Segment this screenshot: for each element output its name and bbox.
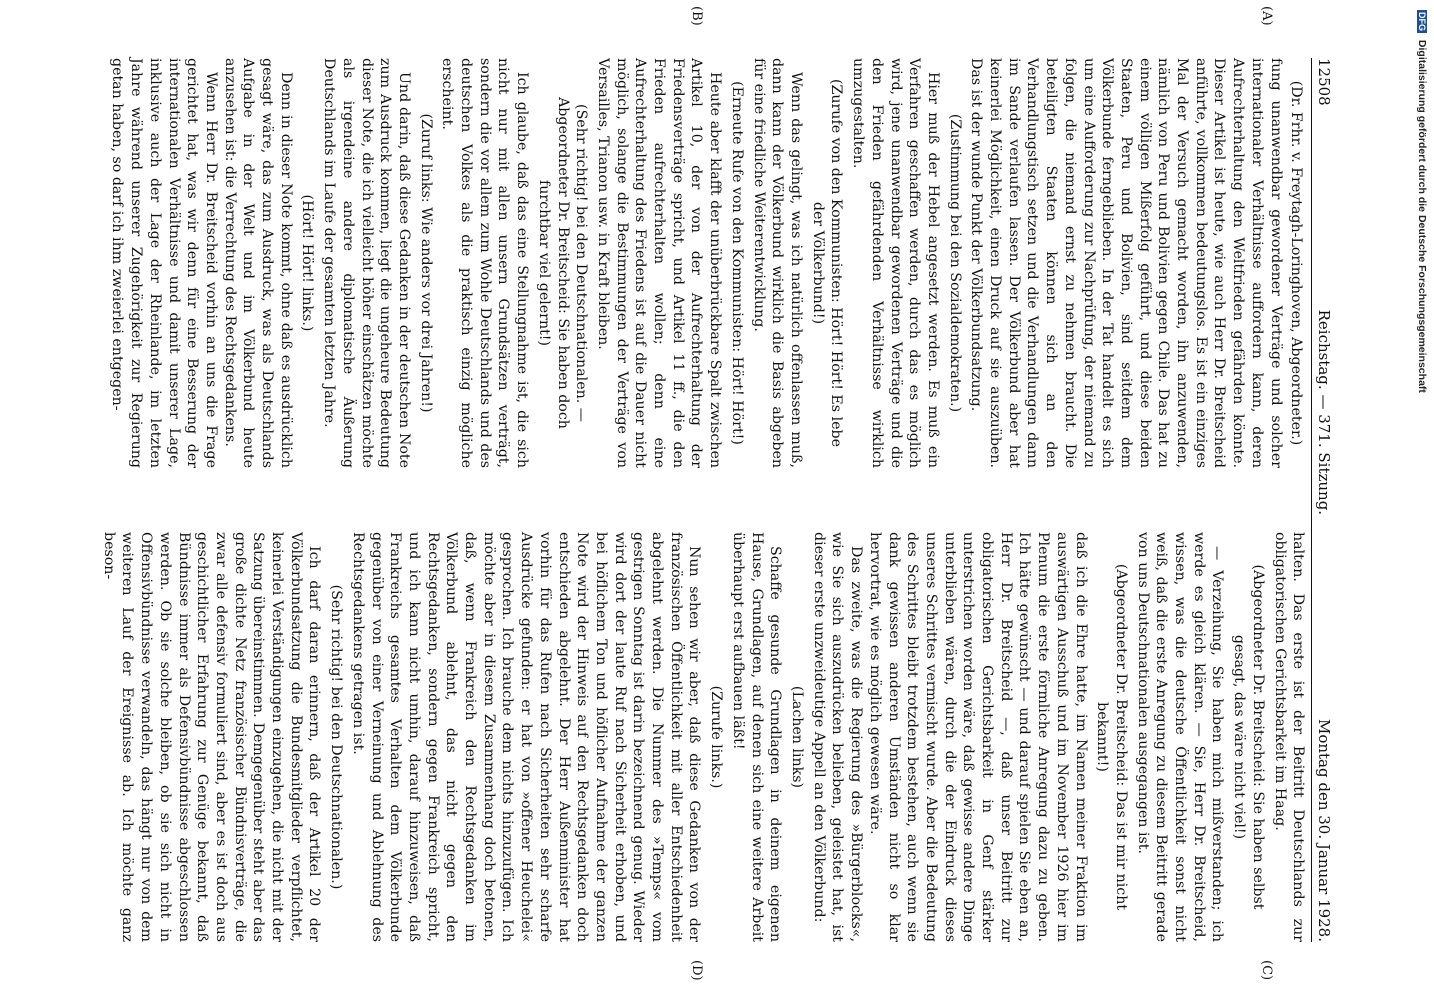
paragraph: Schaffe gesunde Grundlagen in deinem eigenen Hause, Grundlagen, auf denen sich eine weitere Arbeit überhaupt erst aufbauen läßt!: [729, 532, 784, 942]
margin-marker-d: (D): [689, 960, 704, 981]
speaker-line: (Dr. Frhr. v. Freytagh-Loringhoven, Abgeordneter.): [1288, 80, 1305, 446]
session-date: Montag den 30. Januar 1928.: [1315, 718, 1333, 942]
right-column: [99, 532, 1307, 942]
paragraph: fung unanwendbar gewordener Verträge und solcher internationaler Verhältnisse auffordern kann, deren Aufrechterhaltung den Weltfrieden gefährden könnte. Dieser Artikel ist heute, wie auch Herr Dr. Breitscheid anführte, vollkommen bedeutungslos. Es ist ein einziges Mal der Versuch gemacht worden, ihn anzuwenden, nämlich von Peru und Bolivien gegen Chile. Das hat zu einem völligen Mißerfolg geführt, und diese beiden Staaten, Peru und Bolivien, sind seitdem dem Völkerbunde ferngeblieben. In der Tat handelt es sich um eine Aufforderung zur Nachprüfung, der niemand zu folgen, die niemand ernst zu nehmen braucht. Die beteiligten Staaten können sich an den Verhandlungstisch setzen und die Verhandlungen dann im Sande verlaufen lassen. Der Völkerbund aber hat keinerlei Möglichkeit, einen Druck auf sie auszuüben. Das ist der wunde Punkt der Völkerbundsatzung.: [968, 58, 1284, 468]
interjection: (Zurufe von den Kommunisten: Hört! Hört! Es lebe der Völkerbund!): [809, 79, 845, 447]
dfg-logo: DFG: [1417, 12, 1427, 31]
interjection: (Sehr richtig! bei den Deutschnationalen. — Abgeordneter Dr. Breitscheid: Sie haben doch furchtbar viel gelernt!): [535, 97, 590, 429]
margin-marker-b: (B): [689, 6, 704, 26]
interjection: (Sehr richtig! bei den Deutschnationalen.): [328, 584, 345, 890]
interjection: (Zuruf links: Wie anders vor drei Jahren!): [417, 113, 434, 413]
interjection: (Abgeordneter Dr. Breitscheid: Das ist mir nicht bekannt!): [1094, 563, 1129, 911]
paragraph: Heute aber klafft der unüberbrückbare Spalt zwischen Artikel 10, der von der Aufrechterhaltung der Friedensverträge spricht, und Artikel 11 ff., die den Frieden aufrechterhalten wollen; denn eine Aufrechterhaltung des Friedens ist auf die Dauer nicht möglich, solange die Bestimmungen der Verträge von Versailles, Trianon usw. in Kraft bleiben.: [594, 58, 724, 468]
interjection: (Hört! Hört! links.): [299, 194, 316, 332]
paragraph: Nun sehen wir aber, daß diese Gedanken von der französischen Öffentlichkeit mit aller Entschiedenheit abgelehnt werden. Die Nummer des »Temps« vom gestrigen Sonntag ist darin bezeichnend genug. Wieder wird dort der laute Ruf nach Sicherheit erhoben, und bei höflichem Ton und höflicher Aufnahme der ganzen Note wird der Hinweis auf den Rechtsgedanken doch entschieden abgelehnt. Der Herr Außenminister hat vorhin für das Rufen nach Sicherheiten sehr scharfe Ausdrücke gefunden: er hat von »offener Heuchelei« gesprochen. Ich brauche dem nichts hinzuzufügen. Ich möchte aber in diesem Zusammenhang doch betonen, daß, wenn Frankreich den Rechtsgedanken im Völkerbund ablehnt, das nicht gegen den Rechtsgedanken, sondern gegen Frankreich spricht, und ich kann nicht umhin, darauf hinzuweisen, daß Frankreichs gesamtes Verhalten dem Völkerbunde gegenüber von einer Verneinung und Ablehnung des Rechtsgedankens getragen ist.: [349, 532, 703, 942]
paragraph: daß ich die Ehre hatte, im Namen meiner Fraktion im auswärtigen Ausschuß und im November 1926 hier im Plenum die erste förmliche Anregung dazu zu geben. Ich hätte gewünscht — und darauf spielen Sie eben an, Herr Dr. Breitscheid —, daß unser Beitritt zur obligatorischen Gerichtsbarkeit in Genf stärker unterstrichen worden wäre, daß gewisse andere Dinge unterblieben wären, durch die der Eindruck dieses unseres Schrittes vermischt wurde. Aber die Bedeutung des Schrittes bleibt trotzdem bestehen, auch wenn sie dank gewissen anderen Umständen nicht so klar hervortrat, wie es möglich gewesen wäre.: [866, 532, 1089, 942]
interjection: (Zurufe links.): [708, 685, 725, 789]
paragraph: Denn in dieser Note kommt, ohne daß es ausdrücklich gesagt wäre, das zum Ausdruck, was als Deutschlands Aufgabe in der Welt und im Völkerbund heute anzusehen ist: die Verrechtung des Rechtsgedankens.: [221, 58, 294, 468]
paragraph: Und darin, daß diese Gedanken in der deutschen Note zum Ausdruck kommen, liegt die ungeheure Bedeutung dieser Note, die ich vielleicht höher einschätzen möchte als irgendeine andere diplomatische Äußerung Deutschlands im Laufe der gesamten letzten Jahre.: [321, 58, 412, 468]
paragraph: — Verzeihung, Sie haben mich mißverstanden; ich werde es gleich klären. — Sie, Herr Dr. Breitscheid, wissen, was die deutsche Öffentlichkeit sonst nicht weiß, daß die erste Anregung zu diesem Beitritt gerade von uns Deutschnationalen ausgegangen ist.: [1134, 532, 1226, 942]
session-title: Reichstag. — 371. Sitzung.: [1315, 309, 1333, 516]
digitization-credit: [1416, 10, 1428, 393]
interjection: (Erneute Rufe von den Kommunisten: Hört! Hört!): [728, 81, 745, 445]
paragraph: Wenn Herr Dr. Breitscheid vorhin an uns die Frage gerichtet hat, was wir denn für eine Besserung der internationalen Verhältnisse und damit unserer Lage, inklusive auch der Lage der Rheinlande, im letzten Jahre während unserer Zugehörigkeit zur Regierung getan haben, so darf ich ihm zweierlei entgegen-: [109, 58, 219, 468]
interjection: (Abgeordneter Dr. Breitscheid: Sie haben selbst gesagt, das wäre nicht viel!): [1231, 564, 1266, 910]
page-header: [1311, 58, 1333, 942]
text-columns: [99, 58, 1307, 942]
margin-marker-a: (A): [1259, 6, 1274, 26]
interjection: (Zustimmung bei den Sozialdemokraten.): [946, 113, 963, 413]
paragraph: Ich darf daran erinnern, daß der Artikel 20 der Völkerbundsatzung die Bundesmitglieder verpflichtet, keinerlei Verständigungen einzugehen, die nicht mit der Satzung übereinstimmen. Demgegenüber steht aber das große dichte Netz französischer Bündnisverträge, die zwar alle defensiv formuliert sind, aber es ist doch aus geschichtlicher Erfahrung zur Genüge bekannt, daß Bündnisse immer als Defensivbündnisse abgeschlossen werden. Ob sie solche bleiben, ob sie sich nicht in Offensivbündnisse verwandeln, das hängt nur von dem weiteren Lauf der Ereignisse ab. Ich möchte ganz beson-: [100, 532, 323, 942]
interjection: (Lachen links): [789, 685, 806, 789]
paragraph: Ich glaube, daß das eine Stellungnahme ist, die sich nicht nur mit allen unsern Grundsätzen verträgt, sondern die vor allem zum Wohle Deutschlands und des deutschen Volkes als die praktisch einzig mögliche erscheint.: [439, 58, 531, 468]
paragraph: Das zweite, was die Regierung des »Bürgerblocks«, wie Sie sich auszudrücken belieben, geleistet hat, ist dieser erste unzweideutige Appell an den Völkerbund:: [810, 532, 865, 942]
paragraph: Hier muß der Hebel angesetzt werden. Es muß ein Verfahren geschaffen werden, durch das es möglich wird, jene unanwendbar gewordenen Verträge und die den Frieden gefährdenden Verhältnisse wirklich umzugestalten.: [850, 58, 941, 468]
paragraph: Wenn das gelingt, was ich natürlich offenlassen muß, dann kann der Völkerbund wirklich die Basis abgeben für eine friedliche Weiterentwicklung.: [750, 58, 805, 468]
document-page: [80, 0, 1405, 1000]
credit-text: Digitalisierung gefördert durch die Deutsche Forschungsgemeinschaft: [1416, 39, 1428, 393]
left-column: [99, 58, 1307, 468]
paragraph: halten. Das erste ist der Beitritt Deutschlands zur obligatorischen Gerichtsbarkeit im Haag.: [1271, 532, 1307, 942]
page-number: 12508: [1315, 58, 1333, 106]
margin-marker-c: (C): [1259, 960, 1274, 981]
